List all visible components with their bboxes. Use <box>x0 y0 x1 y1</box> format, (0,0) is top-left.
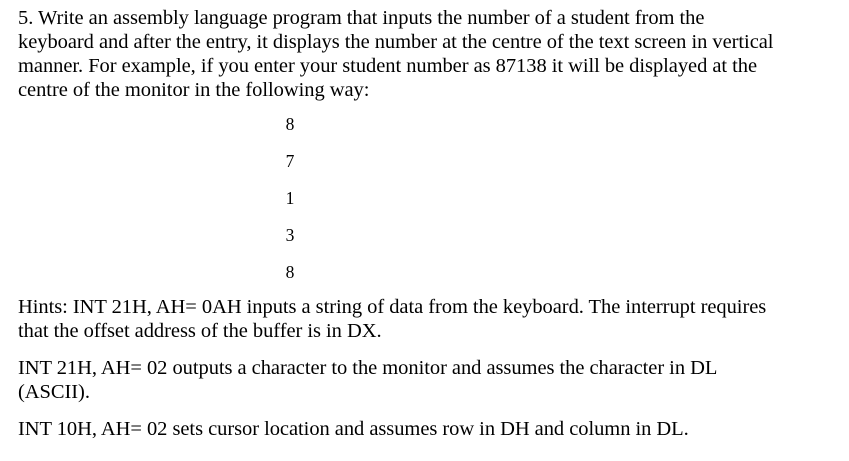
hint-line: that the offset address of the buffer is in DX. <box>18 320 382 342</box>
hint-paragraph-char-output <box>18 356 838 404</box>
example-digit: 7 <box>285 151 295 171</box>
example-digit: 8 <box>285 262 295 282</box>
question-line: keyboard and after the entry, it displays the number at the centre of the text screen in vertical <box>18 31 774 53</box>
hint-paragraph-buffer-input <box>18 295 838 343</box>
question-paragraph <box>18 6 838 102</box>
hint-line: INT 10H, AH= 02 sets cursor location and assumes row in DH and column in DL. <box>18 418 689 440</box>
example-digit: 1 <box>285 188 295 208</box>
question-line: 5. Write an assembly language program that inputs the number of a student from the <box>18 7 705 29</box>
question-line: centre of the monitor in the following way: <box>18 79 370 101</box>
example-digit: 3 <box>285 225 295 245</box>
hint-paragraph-cursor-location <box>18 417 838 441</box>
hint-line: INT 21H, AH= 02 outputs a character to the monitor and assumes the character in DL <box>18 357 718 379</box>
example-digit: 8 <box>285 114 295 134</box>
hint-line: (ASCII). <box>18 381 90 403</box>
hint-line: Hints: INT 21H, AH= 0AH inputs a string of data from the keyboard. The interrupt requires <box>18 296 767 318</box>
question-line: manner. For example, if you enter your student number as 87138 it will be displayed at the <box>18 55 758 77</box>
